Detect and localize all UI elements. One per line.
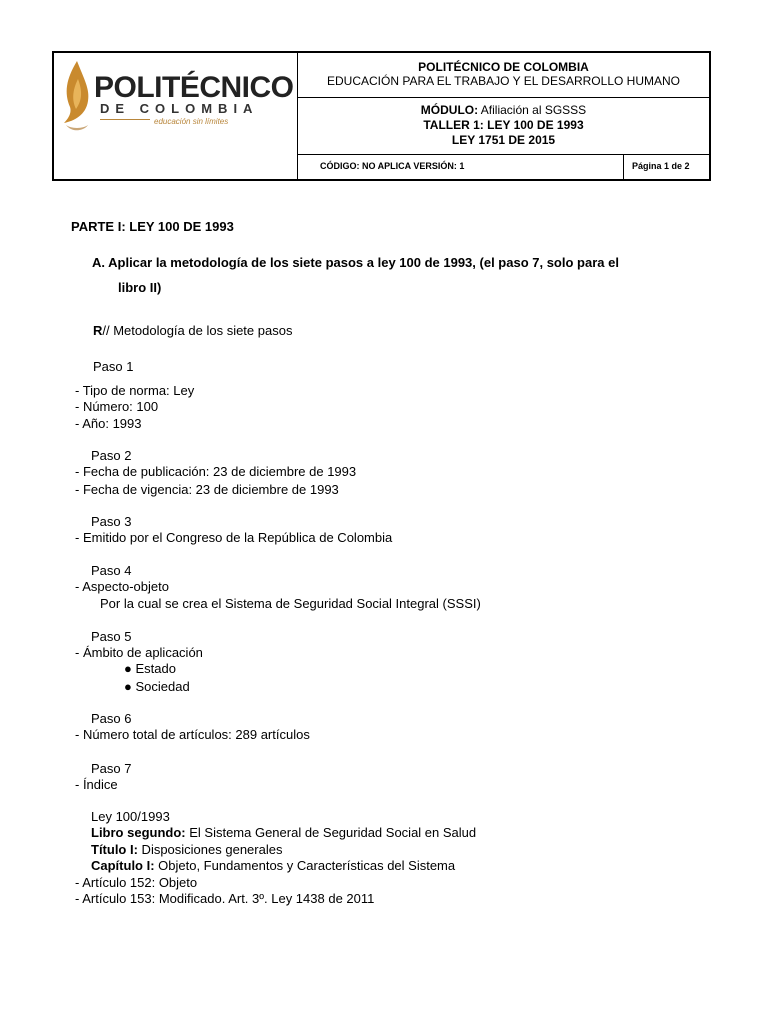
- libro-line: [91, 825, 476, 841]
- step-6-heading: Paso 6: [91, 711, 132, 726]
- list-item: - Fecha de vigencia: 23 de diciembre de 1993: [75, 482, 339, 497]
- titulo-value: Disposiciones generales: [137, 842, 283, 857]
- module-line: [298, 103, 709, 118]
- ley-title: LEY 1751 DE 2015: [451, 133, 556, 147]
- institution-subtitle: EDUCACIÓN PARA EL TRABAJO Y EL DESARROLLO HUMANO: [327, 74, 680, 88]
- taller-title: TALLER 1: LEY 100 DE 1993: [423, 118, 584, 132]
- logo: [54, 53, 298, 179]
- libro-value: El Sistema General de Seguridad Social en Salud: [185, 825, 477, 840]
- logo-wordmark: POLITÉCNICO: [94, 71, 294, 104]
- list-item: - Ámbito de aplicación: [75, 645, 203, 660]
- logo-subtitle: DE COLOMBIA: [100, 101, 259, 116]
- bullet-icon: ●: [124, 679, 132, 694]
- capitulo-label: Capítulo I:: [91, 858, 155, 873]
- list-item: - Aspecto-objeto: [75, 579, 169, 594]
- titulo-line: [91, 842, 282, 858]
- step-2-heading: Paso 2: [91, 448, 132, 463]
- answer-line: [93, 323, 292, 339]
- bullet-item: [124, 661, 176, 677]
- list-item: - Año: 1993: [75, 416, 142, 431]
- step-1-heading: Paso 1: [93, 359, 134, 374]
- logo-tagline: educación sin límites: [154, 117, 229, 126]
- codigo-version: CÓDIGO: NO APLICA VERSIÓN: 1: [320, 161, 465, 171]
- list-item: - Emitido por el Congreso de la República de Colombia: [75, 530, 393, 545]
- law-reference: Ley 100/1993: [91, 809, 170, 824]
- list-item: - Índice: [75, 777, 118, 792]
- question-line-1: A. Aplicar la metodología de los siete pasos a ley 100 de 1993, (el paso 7, solo para el: [92, 255, 619, 270]
- list-item: - Artículo 153: Modificado. Art. 3º. Ley 1438 de 2011: [75, 891, 375, 906]
- list-item: - Número: 100: [75, 399, 159, 414]
- step-4-description: Por la cual se crea el Sistema de Seguridad Social Integral (SSSI): [100, 596, 481, 611]
- list-item: - Tipo de norma: Ley: [75, 383, 195, 398]
- institution-name: POLITÉCNICO DE COLOMBIA: [418, 60, 589, 74]
- answer-prefix: R: [93, 323, 103, 338]
- header-code-row: [298, 155, 709, 179]
- bullet-icon: ●: [124, 661, 132, 676]
- page-number: Página 1 de 2: [632, 161, 690, 171]
- question-line-2: libro II): [118, 280, 162, 295]
- logo-rule: [100, 119, 150, 120]
- module-label: MÓDULO:: [420, 103, 479, 117]
- section-title: PARTE I: LEY 100 DE 1993: [71, 219, 234, 234]
- header-module-cell: [298, 98, 709, 155]
- list-item: - Artículo 152: Objeto: [75, 875, 198, 890]
- list-item: - Fecha de publicación: 23 de diciembre de 1993: [75, 464, 357, 479]
- document-header: [52, 51, 711, 181]
- step-7-heading: Paso 7: [91, 761, 132, 776]
- header-institution-cell: [298, 53, 709, 98]
- capitulo-value: Objeto, Fundamentos y Características del Sistema: [154, 858, 456, 873]
- list-item: - Número total de artículos: 289 artículos: [75, 727, 310, 742]
- step-5-heading: Paso 5: [91, 629, 132, 644]
- module-value: Afiliación al SGSSS: [478, 103, 587, 117]
- libro-label: Libro segundo:: [91, 825, 186, 840]
- capitulo-line: [91, 858, 455, 874]
- step-4-heading: Paso 4: [91, 563, 132, 578]
- bullet-text: Estado: [135, 661, 176, 676]
- answer-text: // Metodología de los siete pasos: [102, 323, 293, 338]
- page-number-cell: [623, 155, 709, 179]
- step-3-heading: Paso 3: [91, 514, 132, 529]
- bullet-text: Sociedad: [135, 679, 190, 694]
- bullet-item: [124, 679, 190, 695]
- flame-icon: [60, 59, 94, 139]
- titulo-label: Título I:: [91, 842, 138, 857]
